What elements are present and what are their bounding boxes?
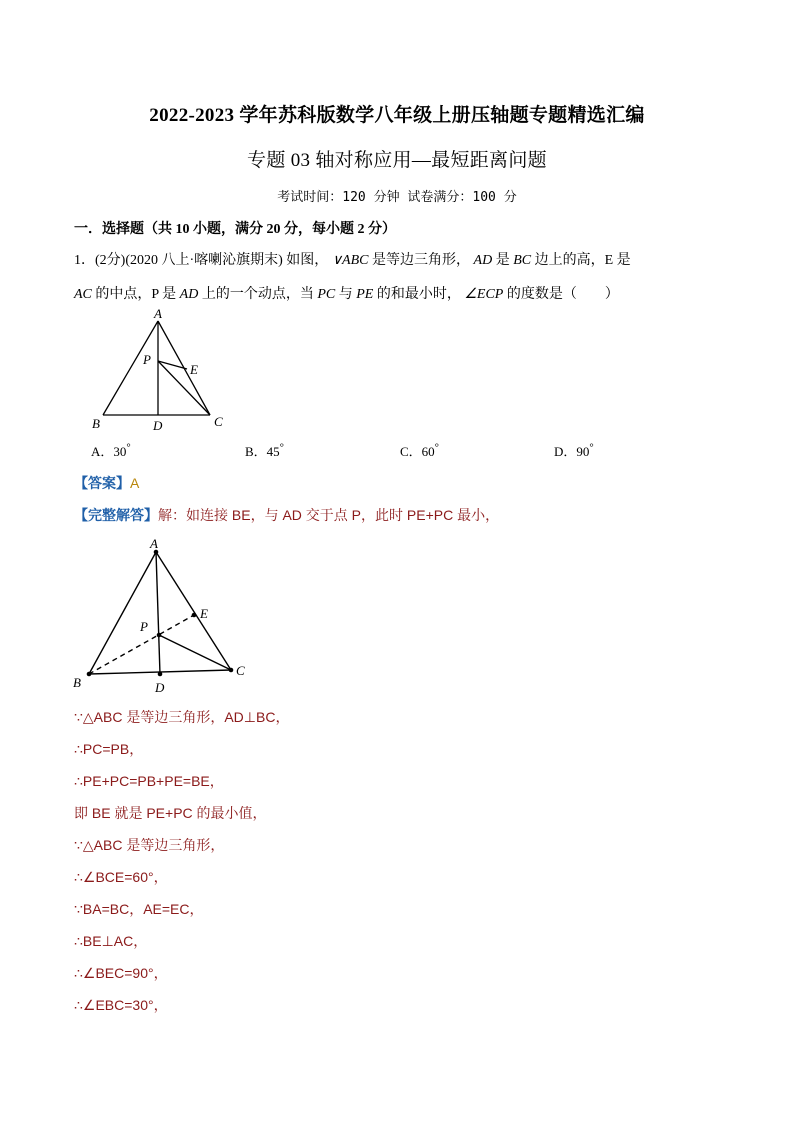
answer-options: [0, 441, 794, 461]
label-p: P: [140, 619, 148, 634]
answer-row: [74, 473, 139, 493]
label-d: D: [153, 418, 163, 433]
question-text: 的中点，P 是: [95, 287, 180, 302]
question-text: 的和最小时，: [376, 287, 461, 302]
exam-meta: 考试时间：120 分钟 试卷满分：100 分: [277, 190, 517, 205]
question-text: 的度数是（ ）: [506, 287, 619, 302]
point-c: [229, 668, 234, 673]
section-heading: 一．选择题（共 10 小题，满分 20 分，每小题 2 分）: [74, 222, 396, 237]
solution-step: ∴PC=PB，: [74, 741, 144, 757]
solution-step: ∴∠BEC=90°，: [74, 965, 168, 981]
answer-label: 【答案】: [74, 475, 130, 491]
label-c: C: [236, 663, 245, 678]
solution-step: 即 BE 就是 PE+PC 的最小值，: [74, 805, 267, 821]
question-text: 上的一个动点，当: [201, 287, 318, 302]
label-b: B: [92, 416, 100, 431]
label-e: E: [200, 606, 208, 621]
document-title: 2022-2023 学年苏科版数学八年级上册压轴题专题精选汇编: [149, 105, 645, 126]
triangle-figure-1: [90, 306, 240, 436]
solution-header: [74, 505, 499, 525]
label-a: A: [154, 306, 162, 321]
question-text: 与: [338, 287, 357, 302]
math-angle: ∠ECP: [464, 287, 504, 302]
side-ab: [103, 321, 158, 415]
point-b: [87, 672, 92, 677]
point-p: [157, 633, 162, 638]
solution-label: 【完整解答】: [74, 507, 158, 523]
math-ad: AD: [473, 253, 493, 268]
question-text: 是等边三角形，: [372, 253, 471, 268]
question-source: 1．(2分)(2020 八上·喀喇沁旗期末) 如图，: [74, 253, 329, 268]
question-text: 边上的高，E 是: [534, 253, 631, 268]
answer-value: A: [130, 475, 140, 491]
math-ad: AD: [179, 287, 199, 302]
option-a: A．30°: [91, 441, 131, 459]
solution-step: ∴∠EBC=30°，: [74, 997, 168, 1013]
label-b: B: [73, 675, 81, 690]
solution-step: ∵BA=BC，AE=EC，: [74, 901, 204, 917]
question-text: 是: [495, 253, 514, 268]
math-bc: BC: [513, 253, 532, 268]
label-e: E: [190, 362, 198, 377]
option-b: B．45°: [245, 441, 285, 459]
label-d: D: [155, 680, 165, 695]
math-pe: PE: [356, 287, 374, 302]
point-d: [158, 672, 163, 677]
math-ac: AC: [74, 287, 92, 302]
question-line-2: [74, 283, 619, 303]
option-d: D．90°: [554, 441, 594, 459]
math-pc: PC: [317, 287, 336, 302]
math-triangle: ∨ABC: [331, 253, 369, 268]
question-line-1: [74, 249, 631, 269]
solution-step: ∴BE⊥AC，: [74, 933, 148, 949]
document-subtitle: 专题 03 轴对称应用—最短距离问题: [247, 150, 547, 171]
solution-step: ∵△ABC 是等边三角形，: [74, 837, 225, 853]
solution-step: ∵△ABC 是等边三角形，AD⊥BC，: [74, 709, 290, 725]
label-c: C: [214, 414, 223, 429]
option-c: C．60°: [400, 441, 440, 459]
solution-step: ∴PE+PC=PB+PE=BE，: [74, 773, 224, 789]
altitude-ad: [156, 552, 160, 674]
point-e: [192, 613, 197, 618]
triangle-figure-2: [70, 536, 260, 696]
label-p: P: [143, 352, 151, 367]
label-a: A: [150, 536, 158, 551]
solution-intro: 解：如连接 BE，与 AD 交于点 P，此时 PE+PC 最小，: [158, 507, 500, 523]
solution-step: ∴∠BCE=60°，: [74, 869, 168, 885]
